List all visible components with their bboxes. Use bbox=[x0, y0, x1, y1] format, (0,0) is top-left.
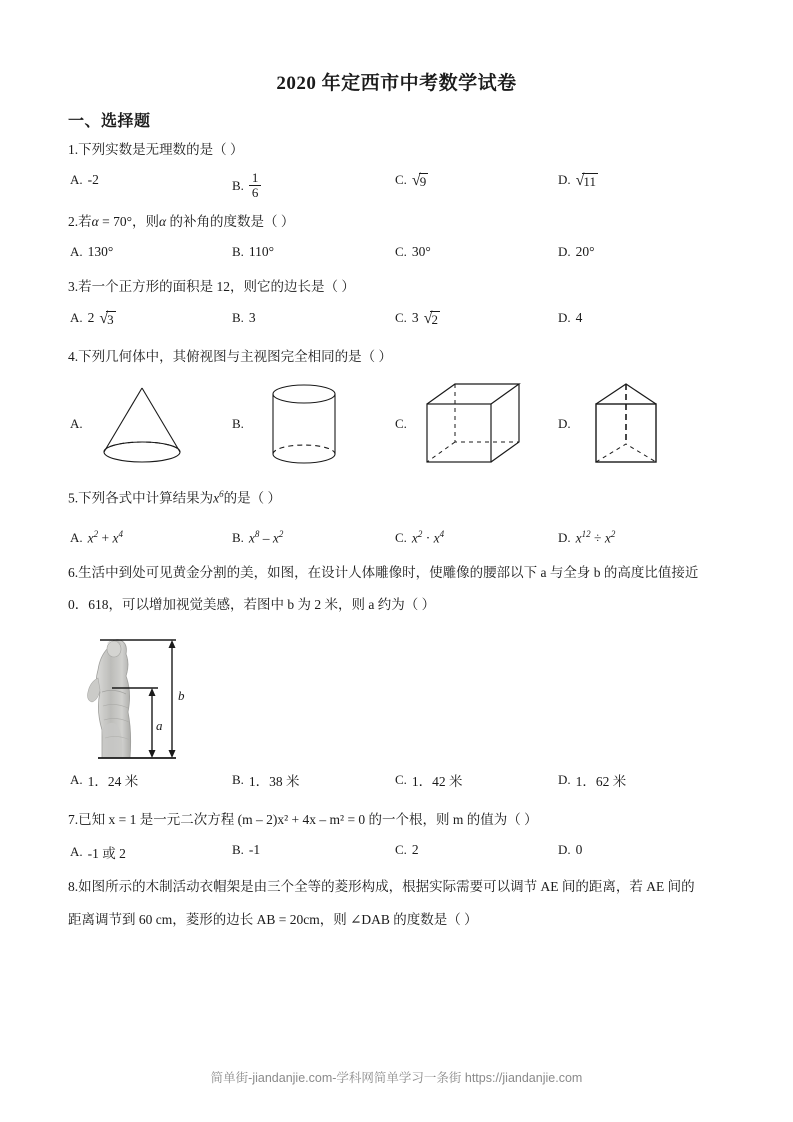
stem-text: 的补角的度数是（ ） bbox=[166, 214, 295, 229]
radical-sign: √ bbox=[423, 310, 433, 327]
option-label: D. bbox=[558, 172, 571, 187]
option-label: D. bbox=[558, 310, 571, 325]
option-label: B. bbox=[232, 244, 244, 259]
dimension-arrow-a bbox=[149, 688, 156, 758]
option-label: D. bbox=[558, 842, 571, 857]
variable-x: x bbox=[433, 530, 440, 546]
option-expression bbox=[88, 529, 123, 547]
page-title: 2020 年定西市中考数学试卷 bbox=[276, 73, 517, 94]
option-value: 130° bbox=[87, 244, 114, 259]
question-1-stem: 1.下列实数是无理数的是（ ） bbox=[68, 142, 244, 157]
fraction-one-sixth bbox=[249, 171, 262, 199]
footer-watermark: 简单街-jiandanjie.com-学科网简单学习一条街 https://jiandanjie.com bbox=[210, 1071, 583, 1085]
stem-text: 的是（ ） bbox=[223, 490, 281, 506]
cube-icon bbox=[419, 378, 527, 475]
option-2-a[interactable] bbox=[70, 244, 113, 260]
option-label: B. bbox=[232, 842, 244, 857]
operator: + bbox=[98, 530, 113, 546]
triangular-prism-icon bbox=[582, 378, 682, 475]
option-label: C. bbox=[395, 416, 407, 431]
option-label: A. bbox=[70, 772, 83, 787]
option-label: A. bbox=[70, 844, 83, 859]
option-value: 0 bbox=[575, 842, 583, 857]
fraction-denominator: 6 bbox=[249, 185, 262, 200]
option-7-a[interactable] bbox=[70, 842, 126, 862]
option-7-c[interactable] bbox=[395, 842, 419, 858]
option-label: B. bbox=[232, 772, 244, 787]
option-label: A. bbox=[70, 416, 83, 431]
section-heading: 一、选择题 bbox=[68, 113, 151, 130]
question-6-stem-line1: 6.生活中到处可见黄金分割的美，如图，在设计人体雕像时，使雕像的腰部以下 a 与全身 b 的高度比值接近 bbox=[68, 565, 699, 580]
exponent: 4 bbox=[439, 529, 445, 539]
option-3-d[interactable] bbox=[558, 310, 582, 326]
option-5-d[interactable] bbox=[558, 529, 615, 547]
exponent: 2 bbox=[93, 529, 99, 539]
option-4-a[interactable] bbox=[70, 378, 230, 470]
question-5-stem bbox=[68, 488, 281, 509]
dimension-label-b: b bbox=[178, 688, 185, 703]
option-2-b[interactable] bbox=[232, 244, 274, 260]
question-7-options bbox=[0, 842, 793, 864]
option-label: A. bbox=[70, 244, 83, 259]
variable-alpha: α bbox=[158, 214, 167, 229]
option-value: 20° bbox=[575, 244, 595, 259]
option-2-d[interactable] bbox=[558, 244, 595, 260]
variable-x: x bbox=[575, 530, 582, 546]
option-label: A. bbox=[70, 310, 83, 325]
option-value: -1 或 2 bbox=[87, 846, 126, 861]
radical-sign: √ bbox=[575, 172, 585, 189]
exponent: 2 bbox=[417, 529, 423, 539]
option-label: D. bbox=[558, 244, 571, 259]
cone-icon bbox=[94, 378, 190, 475]
question-1-options bbox=[0, 170, 793, 200]
option-value: 3 bbox=[248, 310, 256, 325]
radical-sign: √ bbox=[411, 172, 421, 189]
exponent: 2 bbox=[278, 529, 284, 539]
statue-diagram-svg bbox=[72, 634, 262, 762]
question-2-options bbox=[0, 244, 793, 266]
option-label: C. bbox=[395, 772, 407, 787]
question-6-options bbox=[0, 770, 793, 792]
radicand: 11 bbox=[583, 174, 596, 189]
variable-x: x bbox=[604, 530, 611, 546]
exponent: 6 bbox=[219, 489, 224, 499]
cylinder-icon bbox=[256, 378, 352, 475]
option-3-c[interactable] bbox=[395, 310, 440, 326]
radical-icon bbox=[424, 311, 440, 327]
stem-text: 5.下列各式中计算结果为 bbox=[68, 490, 214, 506]
option-value: 1．38 米 bbox=[248, 774, 300, 789]
question-3-options bbox=[0, 310, 793, 332]
radical-icon bbox=[412, 173, 428, 189]
dimension-arrow-b bbox=[169, 640, 176, 758]
exponent: 12 bbox=[581, 529, 591, 539]
question-8-stem-line2: 距离调节到 60 cm，菱形的边长 AB = 20cm，则 ∠DAB 的度数是（ ） bbox=[68, 912, 478, 927]
variable-alpha: α bbox=[91, 214, 99, 229]
option-label: C. bbox=[395, 172, 407, 187]
golden-ratio-statue-figure bbox=[72, 634, 262, 762]
variable-x: x bbox=[112, 530, 119, 546]
option-1-b[interactable] bbox=[232, 172, 261, 200]
question-4-stem: 4.下列几何体中，其俯视图与主视图完全相同的是（ ） bbox=[68, 349, 392, 364]
variable-x: x bbox=[411, 530, 418, 546]
option-label: B. bbox=[232, 310, 244, 325]
option-value: 110° bbox=[248, 244, 275, 259]
option-value: 30° bbox=[411, 244, 431, 259]
option-3-b[interactable] bbox=[232, 310, 256, 326]
option-value: -2 bbox=[87, 172, 99, 187]
dimension-label-a: a bbox=[156, 718, 163, 733]
option-value: 1．24 米 bbox=[87, 774, 139, 789]
option-5-a[interactable] bbox=[70, 529, 123, 547]
option-1-c[interactable] bbox=[395, 172, 428, 188]
option-6-a[interactable] bbox=[70, 770, 138, 790]
exponent: 8 bbox=[254, 529, 260, 539]
option-1-d[interactable] bbox=[558, 172, 598, 188]
option-label: A. bbox=[70, 172, 83, 187]
option-expression bbox=[412, 529, 444, 547]
radical-icon bbox=[576, 173, 598, 189]
option-3-a[interactable] bbox=[70, 310, 116, 326]
variable-x: x bbox=[272, 530, 279, 546]
option-label: B. bbox=[232, 529, 244, 545]
option-label: D. bbox=[558, 529, 571, 545]
option-label: B. bbox=[232, 416, 244, 431]
radicand: 3 bbox=[107, 312, 114, 327]
option-4-d[interactable] bbox=[558, 378, 728, 470]
radicand: 2 bbox=[431, 312, 438, 327]
fraction-numerator: 1 bbox=[251, 170, 259, 185]
option-expression bbox=[249, 529, 284, 547]
variable-x: x bbox=[87, 530, 94, 546]
option-label: C. bbox=[395, 842, 407, 857]
option-6-b[interactable] bbox=[232, 770, 300, 790]
coefficient: 2 bbox=[87, 310, 95, 325]
option-6-c[interactable] bbox=[395, 770, 463, 790]
question-3-stem: 3.若一个正方形的面积是 12，则它的边长是（ ） bbox=[68, 279, 355, 294]
radicand: 9 bbox=[419, 174, 427, 189]
option-value: 2 bbox=[411, 842, 419, 857]
exponent: 4 bbox=[118, 529, 124, 539]
option-value: -1 bbox=[248, 842, 261, 857]
option-7-b[interactable] bbox=[232, 842, 260, 858]
operator: · bbox=[422, 530, 434, 546]
option-value: 1．62 米 bbox=[575, 774, 627, 789]
option-label: A. bbox=[70, 529, 83, 545]
option-expression bbox=[576, 529, 616, 547]
exponent: 2 bbox=[610, 529, 616, 539]
option-6-d[interactable] bbox=[558, 770, 626, 790]
option-4-b[interactable] bbox=[232, 378, 392, 470]
radical-icon bbox=[99, 311, 115, 327]
option-label: B. bbox=[232, 178, 244, 194]
option-label: C. bbox=[395, 244, 407, 259]
question-5-options bbox=[0, 529, 793, 551]
radical-sign: √ bbox=[99, 310, 109, 327]
statue-image bbox=[88, 640, 131, 758]
operator: ÷ bbox=[590, 530, 605, 546]
stem-text: = 70°，则 bbox=[98, 214, 159, 229]
option-label: C. bbox=[395, 529, 407, 545]
option-label: D. bbox=[558, 772, 571, 787]
option-2-c[interactable] bbox=[395, 244, 431, 260]
operator: – bbox=[259, 530, 273, 546]
option-label: C. bbox=[395, 310, 407, 325]
option-5-c[interactable] bbox=[395, 529, 444, 547]
question-6-stem-line2: 0．618，可以增加视觉美感，若图中 b 为 2 米，则 a 约为（ ） bbox=[68, 597, 436, 612]
coefficient: 3 bbox=[411, 310, 419, 325]
option-value: 1．42 米 bbox=[411, 774, 463, 789]
option-7-d[interactable] bbox=[558, 842, 582, 858]
variable-x: x bbox=[248, 530, 255, 546]
question-7-stem: 7.已知 x = 1 是一元二次方程 (m – 2)x² + 4x – m² = 0 的一个根，则 m 的值为（ ） bbox=[68, 812, 538, 827]
question-4-shape-options bbox=[0, 378, 793, 470]
option-label: D. bbox=[558, 416, 571, 431]
option-5-b[interactable] bbox=[232, 529, 283, 547]
variable-x: x bbox=[213, 490, 220, 506]
option-4-c[interactable] bbox=[395, 378, 565, 470]
stem-text: 2.若 bbox=[68, 214, 92, 229]
question-8-stem-line1: 8.如图所示的木制活动衣帽架是由三个全等的菱形构成，根据实际需要可以调节 AE 间的距离，若 AE 间的 bbox=[68, 879, 695, 894]
option-value: 4 bbox=[575, 310, 583, 325]
option-1-a[interactable] bbox=[70, 172, 99, 188]
question-2-stem bbox=[68, 212, 294, 232]
